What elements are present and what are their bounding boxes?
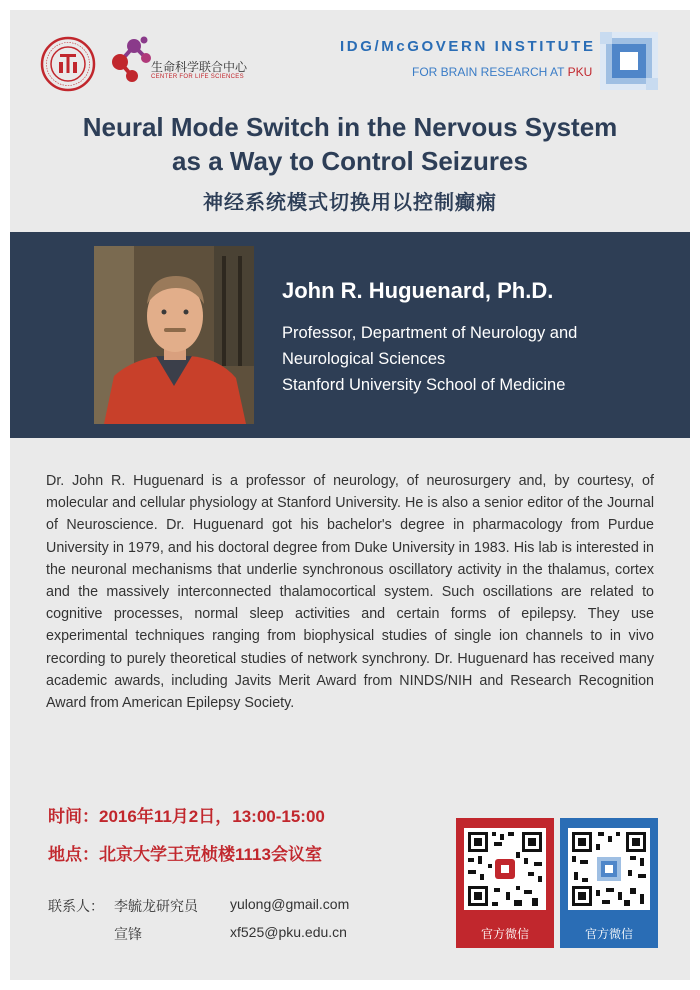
institute-title: IDG/McGOVERN INSTITUTE bbox=[340, 38, 596, 55]
contact-name: 宣锋 bbox=[114, 926, 142, 942]
affiliation-line: Professor, Department of Neurology and bbox=[282, 324, 578, 342]
time-label: 时间： bbox=[48, 807, 99, 826]
institute-subtitle-prefix: FOR BRAIN RESEARCH AT bbox=[412, 65, 568, 79]
idg-mcgovern-logo bbox=[600, 32, 658, 90]
qr-label: 官方微信 bbox=[480, 927, 529, 941]
affiliation-line: Neurological Sciences bbox=[282, 350, 446, 368]
talk-title-cn: 神经系统模式切换用以控制癫痫 bbox=[203, 192, 497, 214]
event-venue bbox=[48, 840, 322, 865]
pku-seal-logo bbox=[40, 36, 96, 92]
time-value: 2016年11月2日，13:00-15:00 bbox=[99, 807, 325, 826]
center-name-en: CENTER FOR LIFE SCIENCES bbox=[151, 74, 244, 80]
speaker-photo bbox=[94, 246, 254, 424]
institute-subtitle bbox=[412, 65, 592, 79]
speaker-affiliation bbox=[282, 320, 577, 398]
venue-value: 北京大学王克桢楼1113会议室 bbox=[99, 845, 322, 864]
qr-label: 官方微信 bbox=[584, 927, 633, 941]
affiliation-line: Stanford University School of Medicine bbox=[282, 376, 566, 394]
event-time bbox=[48, 802, 325, 827]
qr-card-wechat-cls[interactable] bbox=[456, 818, 554, 948]
contact-label: 联系人： bbox=[48, 898, 104, 914]
speaker-band bbox=[10, 232, 690, 438]
speaker-name: John R. Huguenard, Ph.D. bbox=[282, 278, 554, 303]
qr-code-icon bbox=[568, 828, 650, 910]
qr-card-wechat-idg[interactable] bbox=[560, 818, 658, 948]
center-name-cn: 生命科学联合中心 bbox=[151, 60, 248, 74]
venue-label: 地点： bbox=[48, 845, 99, 864]
contact-name: 李毓龙研究员 bbox=[114, 898, 198, 914]
contact-email[interactable]: xf525@pku.edu.cn bbox=[230, 924, 347, 940]
talk-title-line1: Neural Mode Switch in the Nervous System bbox=[82, 112, 618, 142]
institute-subtitle-pku: PKU bbox=[567, 65, 593, 79]
speaker-bio: Dr. John R. Huguenard is a professor of neurology, of neurosurgery and, by courtesy, of molecular and cellular physiology at Stanford University. He is also a senior editor of the Journal of Neuroscience. Dr. Huguenard got his bachelor's degree in pharmacology from Purdue University in 1979, and his doctoral degree from Duke University in 1983. His lab is interested in the neuronal mechanisms that underlie synchronous oscillatory activity in the thalamus, cortex and the massively interconnected thalamocortical system. Such oscillations are related to cognitive processes, normal sleep activities and certain forms of epilepsy. They use experimental techniques ranging from biophysical studies of single ion channels to in vivo recording to purely theoretical studies of network synchrony. Dr. Huguenard has received many academic awards, including Javits Merit Award from NINDS/NIH and Research Recognition Award from American Epilepsy Society. bbox=[46, 473, 654, 712]
qr-code-icon bbox=[464, 828, 546, 910]
poster bbox=[10, 10, 690, 980]
contact-email[interactable]: yulong@gmail.com bbox=[230, 896, 350, 912]
talk-title bbox=[10, 110, 690, 178]
talk-title-line2: as a Way to Control Seizures bbox=[172, 146, 528, 176]
